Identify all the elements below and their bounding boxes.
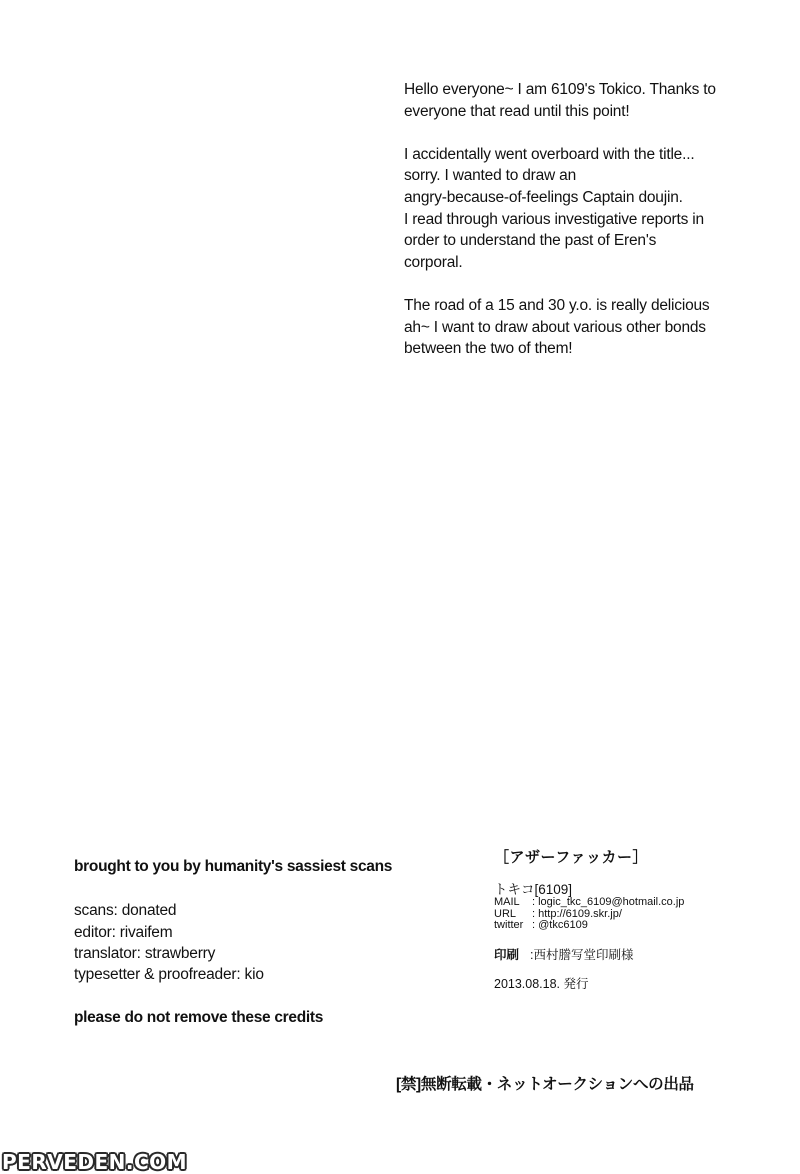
credit-typesetter: typesetter & proofreader: kio: [74, 966, 264, 984]
credit-editor: editor: rivaifem: [74, 923, 173, 941]
colophon: [494, 849, 774, 991]
afterword: [404, 79, 744, 381]
afterword-paragraph-1: [404, 79, 744, 122]
colophon-date: 2013.08.18. 発行: [494, 977, 589, 991]
contact-url: URL : http://6109.skr.jp/: [494, 907, 622, 920]
afterword-paragraph-2: [404, 144, 744, 274]
credits-footer: please do not remove these credits: [74, 1009, 324, 1027]
credits-list: [74, 900, 434, 985]
colophon-printer: 印刷 :西村謄写堂印刷様: [494, 947, 634, 962]
afterword-line: corporal.: [404, 253, 463, 271]
watermark-logo: PERVEDEN.COM: [2, 1150, 188, 1174]
credits-header: brought to you by humanity's sassiest scans: [74, 858, 393, 875]
afterword-line: Hello everyone~ I am 6109's Tokico. Thanks to: [404, 81, 716, 98]
afterword-line: I accidentally went overboard with the title...: [404, 145, 695, 163]
reproduction-notice: [禁]無断転載・ネットオークションへの出品: [396, 1076, 694, 1093]
contact-mail: MAIL : logic_tkc_6109@hotmail.co.jp: [494, 896, 685, 908]
colophon-author: トキコ[6109]: [494, 881, 573, 897]
afterword-line: between the two of them!: [404, 340, 573, 358]
credit-translator: translator: strawberry: [74, 944, 216, 962]
afterword-line: ah~ I want to draw about various other bonds: [404, 318, 706, 336]
afterword-line: sorry. I wanted to draw an: [404, 167, 576, 185]
credit-scans: scans: donated: [74, 902, 177, 920]
afterword-paragraph-3: [404, 295, 744, 360]
afterword-line: order to understand the past of Eren's: [404, 232, 657, 250]
afterword-line: everyone that read until this point!: [404, 102, 630, 120]
colophon-title: ［アザーファッカー］: [494, 849, 648, 866]
afterword-line: angry-because-of-feelings Captain doujin.: [404, 188, 683, 206]
afterword-line: The road of a 15 and 30 y.o. is really delicious: [404, 296, 710, 314]
afterword-line: I read through various investigative reports in: [404, 210, 704, 228]
contact-twitter: twitter : @tkc6109: [494, 919, 588, 931]
scanlation-credits: [74, 856, 434, 1029]
